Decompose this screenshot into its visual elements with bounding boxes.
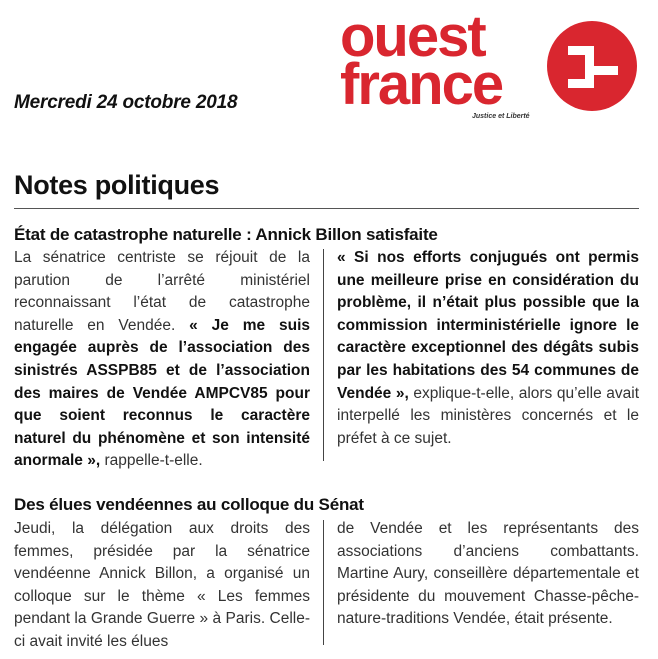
article1-col2-outro: explique-t-elle, alors qu’elle avait interpellé les ministères concernés et le préfet à ce sujet. [337, 384, 639, 447]
article1-quote-2: « Si nos efforts conjugués ont permis une meilleure prise en considération du problème, il n’était plus possible que la commission interministérielle ignore le caractère exceptionnel des dégâts subis par les habitations des 54 communes de Vendée », [337, 249, 639, 402]
article1-headline: État de catastrophe naturelle : Annick Billon satisfaite [14, 225, 438, 244]
article1-column-2 [337, 247, 639, 450]
article2-column-1: Jeudi, la délégation aux droits des femmes, présidée par la sénatrice vendéenne Annick Billon, a organisé un colloque sur le thème « Les femmes pendant la Grande Guerre » à Paris. Celle-ci avait invité les élues [14, 520, 310, 650]
logo-emblem-icon [546, 20, 638, 112]
publication-date: Mercredi 24 octobre 2018 [14, 92, 238, 113]
logo-word-ouest: ouest [340, 4, 485, 69]
article1-column-1 [14, 247, 310, 473]
article1-intro-text: La sénatrice centriste se réjouit de la parution de l’arrêté ministériel reconnaissant l’état de catastrophe naturelle en Vendée. [14, 249, 310, 334]
logo-word-france: france [340, 52, 503, 117]
section-title: Notes politiques [14, 170, 220, 200]
section-divider [14, 208, 639, 209]
article1-col1-outro: rappelle-t-elle. [100, 452, 203, 470]
column-divider [323, 249, 324, 461]
newspaper-logo [338, 4, 642, 130]
article2-column-2: de Vendée et les représentants des associations d’anciens combattants. Martine Aury, conseillère départementale et présidente du mouvement Chasse-pêche-nature-traditions Vendée, était présente. [337, 520, 639, 628]
article1-quote-1: « Je me suis engagée auprès de l’association des sinistrés ASSPB85 et de l’association des maires de Vendée AMPCV85 pour que soient reconnus le caractère naturel du phénomène et son intensité anormale », [14, 316, 310, 470]
logo-tagline: Justice et Liberté [472, 113, 530, 120]
article2-headline: Des élues vendéennes au colloque du Sénat [14, 495, 364, 514]
column-divider [323, 520, 324, 645]
